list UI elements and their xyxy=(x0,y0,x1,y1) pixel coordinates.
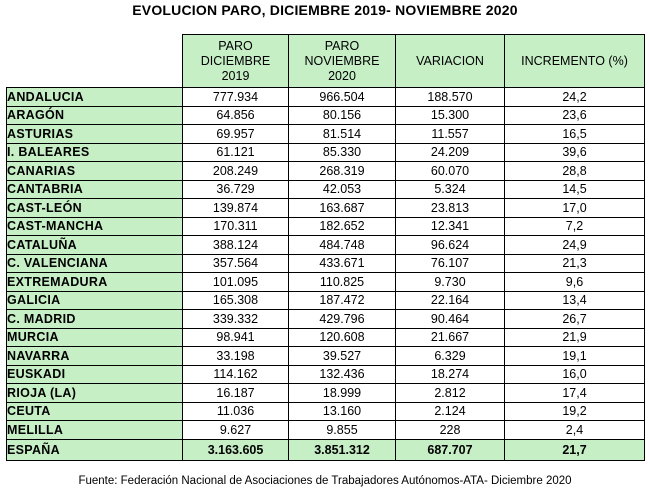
header-blank-cell xyxy=(7,35,183,88)
cell-variacion: 21.667 xyxy=(396,328,505,347)
cell-dic2019: 114.162 xyxy=(183,365,289,384)
cell-nov2020: 9.855 xyxy=(289,421,396,440)
cell-dic2019: 69.957 xyxy=(183,125,289,144)
table-title: EVOLUCION PARO, DICIEMBRE 2019- NOVIEMBRE 2020 xyxy=(132,2,518,18)
cell-nov2020: 120.608 xyxy=(289,328,396,347)
cell-incremento: 21,3 xyxy=(505,254,645,273)
cell-dic2019: 339.332 xyxy=(183,310,289,329)
table-row xyxy=(7,143,645,162)
table-row xyxy=(7,421,645,440)
cell-dic2019: 357.564 xyxy=(183,254,289,273)
cell-nov2020: 81.514 xyxy=(289,125,396,144)
region-name: ESPAÑA xyxy=(7,439,183,460)
cell-variacion: 18.274 xyxy=(396,365,505,384)
region-name: NAVARRA xyxy=(7,347,183,366)
cell-nov2020: 42.053 xyxy=(289,180,396,199)
region-name: ANDALUCIA xyxy=(7,88,183,107)
cell-variacion: 60.070 xyxy=(396,162,505,181)
table-row xyxy=(7,162,645,181)
region-name: MURCIA xyxy=(7,328,183,347)
cell-incremento: 16,5 xyxy=(505,125,645,144)
cell-incremento: 2,4 xyxy=(505,421,645,440)
region-name: GALICIA xyxy=(7,291,183,310)
header-paro-dic-2019 xyxy=(183,35,289,88)
region-name: CANTABRIA xyxy=(7,180,183,199)
table-row xyxy=(7,236,645,255)
table-row xyxy=(7,365,645,384)
table-row xyxy=(7,217,645,236)
cell-dic2019: 64.856 xyxy=(183,106,289,125)
cell-nov2020: 39.527 xyxy=(289,347,396,366)
cell-nov2020: 433.671 xyxy=(289,254,396,273)
table-row xyxy=(7,310,645,329)
cell-incremento: 21,7 xyxy=(505,439,645,460)
region-name: MELILLA xyxy=(7,421,183,440)
region-name: I. BALEARES xyxy=(7,143,183,162)
header-paro-nov-2020 xyxy=(289,35,396,88)
cell-dic2019: 388.124 xyxy=(183,236,289,255)
header-incremento: INCREMENTO (%) xyxy=(505,35,645,88)
cell-variacion: 5.324 xyxy=(396,180,505,199)
cell-incremento: 39,6 xyxy=(505,143,645,162)
cell-dic2019: 208.249 xyxy=(183,162,289,181)
cell-nov2020: 132.436 xyxy=(289,365,396,384)
cell-variacion: 228 xyxy=(396,421,505,440)
cell-incremento: 24,2 xyxy=(505,88,645,107)
cell-incremento: 23,6 xyxy=(505,106,645,125)
cell-incremento: 7,2 xyxy=(505,217,645,236)
unemployment-table xyxy=(6,34,645,461)
cell-dic2019: 16.187 xyxy=(183,384,289,403)
region-name: ARAGÓN xyxy=(7,106,183,125)
cell-variacion: 6.329 xyxy=(396,347,505,366)
table-row xyxy=(7,180,645,199)
cell-variacion: 11.557 xyxy=(396,125,505,144)
cell-dic2019: 11.036 xyxy=(183,402,289,421)
region-name: C. MADRID xyxy=(7,310,183,329)
region-name: RIOJA (LA) xyxy=(7,384,183,403)
table-row xyxy=(7,328,645,347)
cell-variacion: 2.812 xyxy=(396,384,505,403)
header-line: DICIEMBRE xyxy=(200,53,271,68)
cell-incremento: 28,8 xyxy=(505,162,645,181)
region-name: EUSKADI xyxy=(7,365,183,384)
header-line: NOVIEMBRE xyxy=(304,53,380,68)
cell-variacion: 96.624 xyxy=(396,236,505,255)
table-row xyxy=(7,347,645,366)
cell-dic2019: 101.095 xyxy=(183,273,289,292)
cell-nov2020: 966.504 xyxy=(289,88,396,107)
cell-nov2020: 163.687 xyxy=(289,199,396,218)
cell-incremento: 13,4 xyxy=(505,291,645,310)
header-line: 2019 xyxy=(221,68,250,83)
cell-variacion: 15.300 xyxy=(396,106,505,125)
cell-incremento: 26,7 xyxy=(505,310,645,329)
cell-variacion: 24.209 xyxy=(396,143,505,162)
cell-dic2019: 61.121 xyxy=(183,143,289,162)
cell-variacion: 22.164 xyxy=(396,291,505,310)
cell-nov2020: 80.156 xyxy=(289,106,396,125)
cell-nov2020: 110.825 xyxy=(289,273,396,292)
cell-dic2019: 170.311 xyxy=(183,217,289,236)
region-name: CAST-LEÓN xyxy=(7,199,183,218)
table-row xyxy=(7,273,645,292)
source-note: Fuente: Federación Nacional de Asociaciones de Trabajadores Autónomos-ATA- Diciembre 2020 xyxy=(78,475,572,487)
region-name: EXTREMADURA xyxy=(7,273,183,292)
cell-variacion: 9.730 xyxy=(396,273,505,292)
cell-variacion: 2.124 xyxy=(396,402,505,421)
cell-nov2020: 3.851.312 xyxy=(289,439,396,460)
cell-nov2020: 18.999 xyxy=(289,384,396,403)
region-name: C. VALENCIANA xyxy=(7,254,183,273)
cell-dic2019: 3.163.605 xyxy=(183,439,289,460)
header-line: PARO xyxy=(324,38,360,53)
cell-dic2019: 777.934 xyxy=(183,88,289,107)
cell-dic2019: 139.874 xyxy=(183,199,289,218)
cell-nov2020: 85.330 xyxy=(289,143,396,162)
cell-incremento: 19,1 xyxy=(505,347,645,366)
cell-nov2020: 268.319 xyxy=(289,162,396,181)
header-line: 2020 xyxy=(328,68,356,83)
cell-dic2019: 165.308 xyxy=(183,291,289,310)
region-name: CEUTA xyxy=(7,402,183,421)
region-name: ASTURIAS xyxy=(7,125,183,144)
table-row xyxy=(7,291,645,310)
cell-variacion: 188.570 xyxy=(396,88,505,107)
cell-dic2019: 33.198 xyxy=(183,347,289,366)
header-row xyxy=(7,35,645,88)
cell-incremento: 19,2 xyxy=(505,402,645,421)
total-row xyxy=(7,439,645,460)
cell-dic2019: 36.729 xyxy=(183,180,289,199)
cell-nov2020: 429.796 xyxy=(289,310,396,329)
cell-incremento: 9,6 xyxy=(505,273,645,292)
region-name: CATALUÑA xyxy=(7,236,183,255)
cell-nov2020: 182.652 xyxy=(289,217,396,236)
table-row xyxy=(7,384,645,403)
cell-variacion: 687.707 xyxy=(396,439,505,460)
cell-incremento: 17,0 xyxy=(505,199,645,218)
cell-variacion: 23.813 xyxy=(396,199,505,218)
cell-incremento: 24,9 xyxy=(505,236,645,255)
cell-nov2020: 187.472 xyxy=(289,291,396,310)
table-row xyxy=(7,199,645,218)
cell-dic2019: 9.627 xyxy=(183,421,289,440)
table-row xyxy=(7,106,645,125)
cell-variacion: 76.107 xyxy=(396,254,505,273)
table-row xyxy=(7,254,645,273)
cell-incremento: 14,5 xyxy=(505,180,645,199)
table-row xyxy=(7,125,645,144)
cell-incremento: 21,9 xyxy=(505,328,645,347)
table-row xyxy=(7,88,645,107)
cell-variacion: 90.464 xyxy=(396,310,505,329)
cell-variacion: 12.341 xyxy=(396,217,505,236)
cell-dic2019: 98.941 xyxy=(183,328,289,347)
region-name: CANARIAS xyxy=(7,162,183,181)
cell-nov2020: 484.748 xyxy=(289,236,396,255)
header-variacion: VARIACION xyxy=(396,35,505,88)
cell-incremento: 16,0 xyxy=(505,365,645,384)
region-name: CAST-MANCHA xyxy=(7,217,183,236)
cell-nov2020: 13.160 xyxy=(289,402,396,421)
table-row xyxy=(7,402,645,421)
cell-incremento: 17,4 xyxy=(505,384,645,403)
header-line: PARO xyxy=(218,38,253,53)
